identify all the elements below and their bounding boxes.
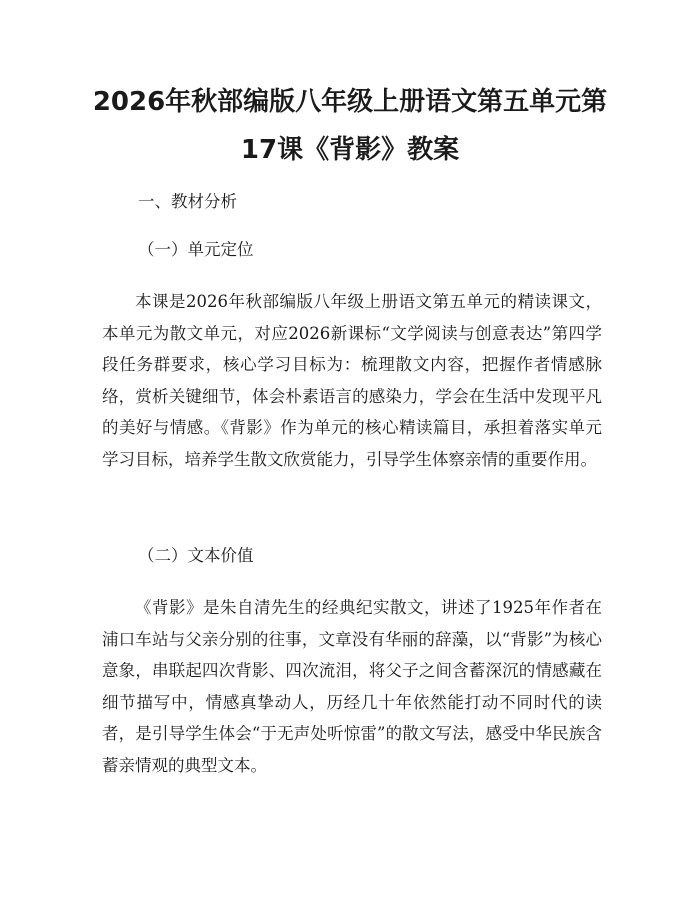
section-heading-teaching-material-analysis: 一、教材分析 bbox=[138, 192, 237, 211]
subsection-heading-text-value: （二）文本价值 bbox=[138, 546, 254, 565]
paragraph-text-value: 《背影》是朱自清先生的经典纪实散文，讲述了1925年作者在浦口车站与父亲分别的往事，文章没有华丽的辞藻，以“背影”为核心意象，串联起四次背影、四次流泪，将父子之间含蓄深沉的情感藏在细节描写中，情感真挚动人，历经几十年依然能打动不同时代的读者，是引导学生体会“于无声处听惊雷”的散文写法，感受中华民族含蓄亲情观的典型文本。 bbox=[102, 598, 602, 775]
subsection-heading-unit-positioning: （一）单元定位 bbox=[138, 240, 254, 259]
paragraph-unit-positioning: 本课是2026年秋部编版八年级上册语文第五单元的精读课文，本单元为散文单元，对应2026新课标“文学阅读与创意表达”第四学段任务群要求，核心学习目标为：梳理散文内容，把握作者情感脉络，赏析关键细节，体会朴素语言的感染力，学会在生活中发现平凡的美好与情感。《背影》作为单元的核心精读篇目，承担着落实单元学习目标，培养学生散文欣赏能力，引导学生体察亲情的重要作用。 bbox=[102, 292, 602, 469]
document-title-line-2: 17课《背影》教案 bbox=[240, 135, 460, 165]
document-title-line-1: 2026年秋部编版八年级上册语文第五单元第 bbox=[92, 87, 608, 117]
